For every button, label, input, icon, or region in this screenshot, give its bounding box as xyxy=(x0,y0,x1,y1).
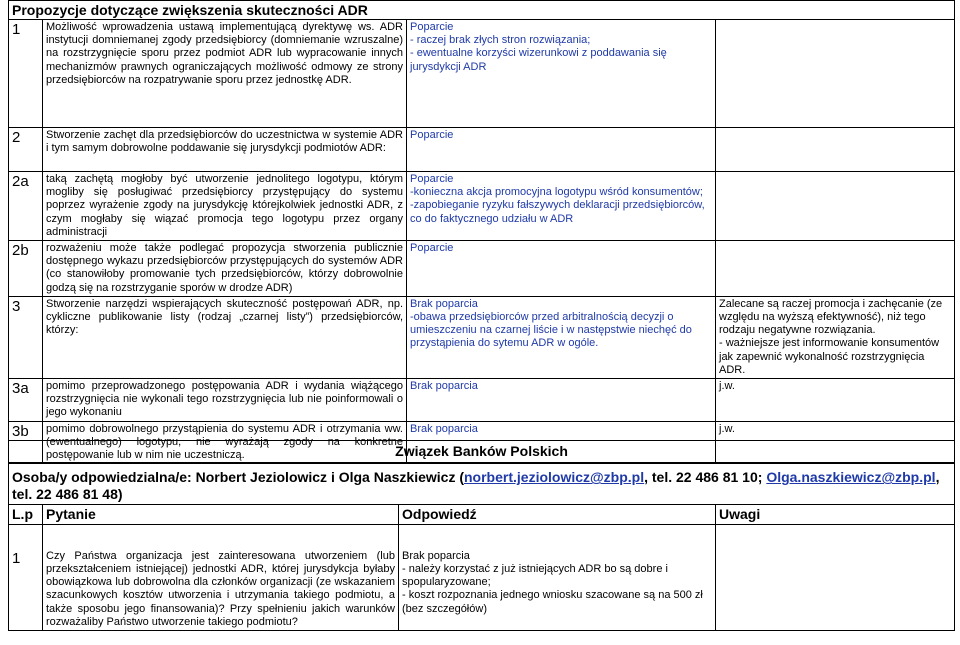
spacer-row xyxy=(9,525,955,549)
row-number: 3a xyxy=(9,379,43,422)
header-answer: Odpowiedź xyxy=(399,505,716,525)
remark-text xyxy=(716,172,955,241)
row-number: 2 xyxy=(9,128,43,172)
organization-table xyxy=(8,440,955,631)
proposal-text: pomimo dobrowolnego przystąpienia do systemu ADR i otrzymania ww. (ewentualnego) logotypu, nie wyrażają zgody na konkretne postępowanie lub w nim nie uczestniczą. xyxy=(43,421,407,464)
answer-text: Brak poparcia xyxy=(407,421,716,464)
question-text: Czy Państwa organizacja jest zainteresowana utworzeniem (lub przekształceniem istniejącej) jednostki ADR, której jurysdykcja byłaby obowiązkowa lub dobrowolna dla członków organizacji (ze wskazaniem szacunkowych kosztów utworzenia i utrzymania takiego podmiotu, a także sposobu jego finansowania)? Przy spełnieniu jakich warunków rozważaliby Państwo utworzenie takiego podmiotu? xyxy=(43,549,399,631)
email-link-2[interactable]: Olga.naszkiewicz@zbp.pl xyxy=(766,469,936,486)
email-link-1[interactable]: norbert.jeziolowicz@zbp.pl xyxy=(464,469,645,486)
remark-text xyxy=(716,549,955,631)
proposal-text: pomimo przeprowadzonego postępowania ADR i wydania wiążącego rozstrzygnięcia nie wykonali tego rozstrzygnięcia lub nie poinformowali o jego wykonaniu xyxy=(43,379,407,422)
proposals-header-row xyxy=(9,1,955,20)
remark-text: Zalecane są raczej promocja i zachęcanie (ze względu na wyższą efektywność), niż tego rodzaju negatywne rozwiązania. - ważniejsze jest informowanie konsumentów jak zapewnić wykonalność rozstrzygnięcia ADR. xyxy=(716,296,955,378)
row-number: 1 xyxy=(9,549,43,631)
proposal-text: rozważeniu może także podlegać propozycja stworzenia publicznie dostępnego wykazu przedsiębiorców przystępujących do systemów ADR (co stanowiłoby promowanie tych przedsiębiorców, którzy dobrowolnie godzą się na rozstrzyganie sporów w drodze ADR) xyxy=(43,241,407,297)
answer-text: Poparcie - raczej brak złych stron rozwiązania; - ewentualne korzyści wizerunkowi z poddawania się jurysdykcji ADR xyxy=(407,20,716,128)
row-number: 2a xyxy=(9,172,43,241)
proposal-text: Stworzenie narzędzi wspierających skuteczność postępowań ADR, np. cykliczne publikowanie listy (rodzaj „czarnej listy”) przedsiębiorców, którzy: xyxy=(43,296,407,378)
proposal-text: taką zachętą mogłoby być utworzenie jednolitego logotypu, którym mogliby się posługiwać przedsiębiorcy przystępujący do systemu poprzez wyrażenie zgody na jurysdykcję którejkolwiek jednostki ADR, z czym mogłaby się wiązać promocja tego logotypu przez organy administracji xyxy=(43,172,407,241)
row-number: 3b xyxy=(9,421,43,464)
answer-text: Brak poparcia -obawa przedsiębiorców przed arbitralnością decyzji o umieszczeniu na czarnej liście i w następstwie niechęć do przystąpienia do sytemu ADR w ogóle. xyxy=(407,296,716,378)
answer-text: Poparcie xyxy=(407,128,716,172)
remark-text xyxy=(716,128,955,172)
row-number: 1 xyxy=(9,20,43,128)
proposal-text: Stworzenie zachęt dla przedsiębiorców do uczestnictwa w systemie ADR i tym samym dobrowolne poddawanie się jurysdykcji podmiotów ADR: xyxy=(43,128,407,172)
column-header-row xyxy=(9,505,955,525)
header-remarks: Uwagi xyxy=(716,505,955,525)
table-row xyxy=(9,241,955,297)
organization-row xyxy=(9,441,955,463)
organization-name: Związek Banków Polskich xyxy=(9,441,955,463)
contact-suffix: , tel. 22 486 81 48) xyxy=(12,469,940,503)
contact-persons xyxy=(9,463,955,505)
table-row xyxy=(9,172,955,241)
row-number: 2b xyxy=(9,241,43,297)
row-number: 3 xyxy=(9,296,43,378)
table-row xyxy=(9,20,955,128)
table-row xyxy=(9,379,955,422)
answer-text: Brak poparcia - należy korzystać z już istniejących ADR bo są dobre i spopularyzowane; - koszt rozpoznania jednego wniosku szacowane są na 500 zł (bez szczegółów) xyxy=(399,549,716,631)
contact-row xyxy=(9,463,955,505)
remark-text xyxy=(716,241,955,297)
proposal-text: Możliwość wprowadzenia ustawą implementującą dyrektywę ws. ADR instytucji domniemanej zgody przedsiębiorcy (domniemanie wzruszalne) na rozstrzygnięcie sporu przez podmiot ADR lub wypracowanie innych mechanizmów prawnych ograniczających możliwość odmowy ze strony przedsiębiorców na rozpatrywanie sporu przez jednostkę ADR. xyxy=(43,20,407,128)
table-row xyxy=(9,128,955,172)
answer-text: Brak poparcia xyxy=(407,379,716,422)
remark-text: j.w. xyxy=(716,421,955,464)
header-lp: L.p xyxy=(9,505,43,525)
contact-prefix: Osoba/y odpowiedzialna/e: Norbert Jeziolowicz i Olga Naszkiewicz ( xyxy=(12,469,464,486)
header-question: Pytanie xyxy=(43,505,399,525)
proposals-table xyxy=(8,0,955,464)
section-title: Propozycje dotyczące zwiększenia skuteczności ADR xyxy=(9,1,955,20)
answer-text: Poparcie -konieczna akcja promocyjna logotypu wśród konsumentów; -zapobieganie ryzyku fałszywych deklaracji przedsiębiorców, co do faktycznego udziału w ADR xyxy=(407,172,716,241)
contact-mid: , tel. 22 486 81 10; xyxy=(644,469,767,486)
table-row xyxy=(9,296,955,378)
remark-text xyxy=(716,20,955,128)
remark-text: j.w. xyxy=(716,379,955,422)
answer-text: Poparcie xyxy=(407,241,716,297)
table-row xyxy=(9,549,955,631)
